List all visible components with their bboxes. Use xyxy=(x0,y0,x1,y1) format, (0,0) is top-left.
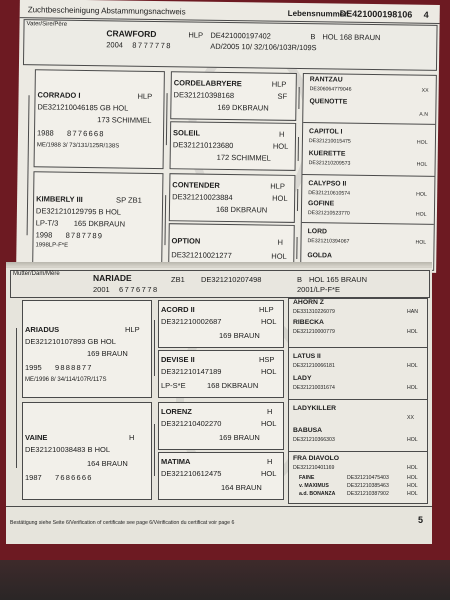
dg4-name-7: FRA DIAVOLO xyxy=(293,455,340,462)
ggs1-breed: HLP xyxy=(271,79,287,89)
dggs2-perf: LP-S*E xyxy=(161,381,186,390)
g4-name-8: GOLDA xyxy=(307,252,332,260)
faine-sire-reg: DE321210385463 xyxy=(347,483,389,489)
ggs1-reg: DE321210398168 xyxy=(173,90,235,101)
dggs1-size: 169 BRAUN xyxy=(219,331,260,340)
ggs-box-2 xyxy=(170,121,297,171)
g4-tag-3: HOL xyxy=(416,139,428,146)
sire-box xyxy=(23,19,438,71)
g4-reg-3: DE321210015475 xyxy=(308,138,351,145)
sire-code: 8777778 xyxy=(132,40,173,51)
dgs2-code: 7686666 xyxy=(55,473,93,482)
faine-tag: HOL xyxy=(407,475,418,481)
sire-perf: AD/2005 10/ 32/106/103R/109S xyxy=(210,41,317,53)
dggs2-reg: DE321210147189 xyxy=(161,367,222,376)
connector xyxy=(16,328,17,468)
dggs4-size: 164 BRAUN xyxy=(221,483,262,492)
dg4-tag-6: HOL xyxy=(407,437,418,443)
grandsire-box-2 xyxy=(32,171,163,267)
divider xyxy=(289,347,427,348)
gs1-name: CORRADO I xyxy=(37,90,81,100)
vater-label: Vater/Sire/Père xyxy=(26,21,68,28)
gs2-year: 1998 xyxy=(35,230,53,240)
grandsire-box-1 xyxy=(34,69,165,169)
ggs3-hol: HOL xyxy=(272,193,288,203)
table-shadow xyxy=(0,560,450,600)
sire-studbook: HOL 168 BRAUN xyxy=(322,32,381,43)
faine-reg: DE321210475403 xyxy=(347,475,389,481)
sire-reg: DE421000197402 xyxy=(210,30,271,41)
ggs1-sf: SF xyxy=(277,91,288,101)
ggs-box-3 xyxy=(169,173,296,223)
gs1-reg: DE321210046185 GB HOL xyxy=(37,102,129,113)
g4-tag-4: HOL xyxy=(416,161,428,168)
g4-reg-6: DE321210523770 xyxy=(307,210,350,217)
dam-perf: 2001/LP-F*E xyxy=(297,285,340,294)
ggs3-name: CONTENDER xyxy=(172,180,220,190)
dgs1-size: 169 BRAUN xyxy=(87,349,128,358)
dggs2-breed: HSP xyxy=(259,355,275,364)
dgs1-code: 9888877 xyxy=(55,363,93,372)
connector xyxy=(27,95,30,235)
dgs1-perf: ME/1996 8/ 34/114/107R/117S xyxy=(25,377,107,383)
dg4-tag-7: HOL xyxy=(407,465,418,471)
connector xyxy=(166,93,168,145)
ggs2-hol: HOL xyxy=(272,141,289,151)
dg4-reg-3: DE321210066181 xyxy=(293,363,335,369)
dggs1-reg: DE321210002687 xyxy=(161,317,222,326)
dggs3-reg: DE321210402270 xyxy=(161,419,222,428)
gs1-code: 8776668 xyxy=(66,128,105,139)
dg4-reg-2: DE321210000779 xyxy=(293,329,335,335)
g4-name-6: GOFINE xyxy=(308,200,335,208)
g4-tag-5: HOL xyxy=(416,191,427,198)
dg4-reg-7: DE321210401169 xyxy=(293,465,335,471)
dg4-name-4: LADY xyxy=(293,375,312,382)
ggs4-sex: H xyxy=(277,237,284,247)
g4-reg-5: DE321210610574 xyxy=(308,190,351,197)
dgs2-sex: H xyxy=(129,433,135,442)
ggs1-size: 169 DKBRAUN xyxy=(217,102,269,113)
dggs-box-4 xyxy=(158,452,284,500)
faine-dam: a.d. BONANZA xyxy=(299,491,336,497)
dggs3-name: LORENZ xyxy=(161,407,192,416)
dg4-reg-6: DE321210366303 xyxy=(293,437,335,443)
faine-dam-tag: HOL xyxy=(407,491,418,497)
dam-box xyxy=(10,270,430,298)
g4-name-2: QUENOTTE xyxy=(309,98,348,106)
faine-name: FAINE xyxy=(299,475,315,481)
g4-name-4: KUERETTE xyxy=(308,150,346,158)
dam-code: 6776778 xyxy=(119,285,159,294)
dgs1-breed: HLP xyxy=(125,325,140,334)
ggs1-name: CORDELABRYERE xyxy=(173,78,242,89)
dam-reg: DE321210207498 xyxy=(201,275,262,284)
gs1-perf: ME/1988 3/ 73/131/125R/138S xyxy=(36,142,120,150)
dg4-tag-1: HAN xyxy=(407,309,418,315)
ggs2-name: SOLEIL xyxy=(172,128,201,138)
dg4-tag-3: HOL xyxy=(407,363,418,369)
dg4-name-5: LADYKILLER xyxy=(293,405,337,412)
dgs1-reg: DE321210107893 GB HOL xyxy=(25,337,116,346)
divider xyxy=(302,222,434,225)
dggs1-hol: HOL xyxy=(261,317,277,326)
faine-dam-reg: DE321210387902 xyxy=(347,491,389,497)
connector xyxy=(164,195,166,245)
page-header-title: Zuchtbescheinigung Abstammungsnachweis xyxy=(27,5,186,17)
dam-year: 2001 xyxy=(93,285,110,294)
g4-name-3: CAPITOL I xyxy=(309,128,343,136)
faine-sire-tag: HOL xyxy=(407,483,418,489)
g4-reg-7: DE321210394067 xyxy=(307,238,350,245)
faine-sire: v. MAXIMUS xyxy=(299,483,329,489)
g4-reg-1: DE306064779046 xyxy=(309,86,352,93)
footer-verification-note: Bestätigung siehe Seite 6/Verification of certificate see page 6/Vérification du certificat voir page 6 xyxy=(10,520,235,526)
dg4-tag-5: XX xyxy=(407,415,414,421)
gs2-name: KIMBERLY III xyxy=(36,194,83,204)
lebensnummer-value: DE421000198106 xyxy=(339,8,413,20)
dg4-tag-2: HOL xyxy=(407,329,418,335)
dggs4-name: MATIMA xyxy=(161,457,191,466)
ggs3-breed: HLP xyxy=(270,181,285,191)
gs1-breed: HLP xyxy=(137,91,153,101)
page-number: 5 xyxy=(418,515,424,525)
gs2-reg: DE321210129795 B HOL xyxy=(35,206,122,217)
ggs-box-1 xyxy=(170,71,297,121)
dgs2-size: 164 BRAUN xyxy=(87,459,128,468)
dggs3-sex: H xyxy=(267,407,273,416)
dggs4-sex: H xyxy=(267,457,273,466)
g4-name-1: RANTZAU xyxy=(309,76,343,84)
dgs1-year: 1995 xyxy=(25,363,42,372)
dgs2-name: VAINE xyxy=(25,433,48,442)
gs1-year: 1988 xyxy=(36,128,54,138)
connector xyxy=(296,237,297,259)
dam-breed: ZB1 xyxy=(171,275,185,284)
dg4-reg-1: DE331310226079 xyxy=(293,309,335,315)
dgs1-name: ARIADUS xyxy=(25,325,60,334)
g4-name-5: CALYPSO II xyxy=(308,180,347,188)
g4-tag-7: HOL xyxy=(415,239,427,246)
gs2-size: 165 DKBRAUN xyxy=(73,218,126,229)
dggs1-breed: HLP xyxy=(259,305,274,314)
divider xyxy=(289,451,427,452)
dg4-name-6: BABUSA xyxy=(293,427,323,434)
sire-breed: HLP xyxy=(188,30,204,40)
ggs2-reg: DE321210123680 xyxy=(172,140,234,151)
sire-name: CRAWFORD xyxy=(106,28,157,39)
fourth-gen-column xyxy=(300,73,437,271)
ggs3-reg: DE321210023884 xyxy=(172,192,233,203)
g4-name-7: LORD xyxy=(307,228,327,236)
gs1-size: 173 SCHIMMEL xyxy=(97,115,152,125)
dg4-name-2: RIBECKA xyxy=(293,319,324,326)
dam-sex: B xyxy=(297,275,303,284)
page-number: 4 xyxy=(423,9,429,20)
connector xyxy=(154,424,155,476)
gs2-perf: LP-T/3 xyxy=(35,218,59,228)
g4-reg-4: DE321210209573 xyxy=(308,160,351,167)
dggs2-name: DEVISE II xyxy=(161,355,195,364)
ggs4-name: OPTION xyxy=(171,236,201,246)
dg4-reg-4: DE321210031674 xyxy=(293,385,335,391)
gs2-breed: SP ZB1 xyxy=(116,195,142,205)
sire-sex: B xyxy=(310,32,316,42)
gs2-code: 8787789 xyxy=(65,230,104,241)
dg4-name-1: AHORN Z xyxy=(293,299,324,306)
ggs4-reg: DE321210021277 xyxy=(171,250,232,261)
dam-name: NARIADE xyxy=(93,273,132,283)
dg4-tag-4: HOL xyxy=(407,385,418,391)
sire-year: 2004 xyxy=(106,40,124,50)
ggs3-size: 168 DKBRAUN xyxy=(215,204,268,215)
g4-tag-6: HOL xyxy=(415,211,427,218)
ggs4-hol: HOL xyxy=(271,251,287,261)
connector xyxy=(297,189,298,211)
dggs-box-3 xyxy=(158,402,284,450)
mutter-label: Mutter/Dam/Mère xyxy=(13,271,60,277)
footer-rule xyxy=(6,506,432,507)
dam-grandsire-box-1 xyxy=(22,300,152,398)
dgs2-year: 1987 xyxy=(25,473,42,482)
dg4-name-3: LATUS II xyxy=(293,353,321,360)
dggs3-hol: HOL xyxy=(261,419,277,428)
dggs-box-2 xyxy=(158,350,284,398)
pedigree-page-dam xyxy=(6,268,432,544)
dggs4-reg: DE321210612475 xyxy=(161,469,222,478)
divider xyxy=(289,399,427,400)
divider xyxy=(302,174,434,177)
dggs2-size: 168 DKBRAUN xyxy=(207,381,259,390)
pedigree-page-sire xyxy=(16,0,440,273)
ggs2-size: 172 SCHIMMEL xyxy=(216,152,271,163)
dam-studbook: HOL 165 BRAUN xyxy=(309,275,368,284)
dggs2-hol: HOL xyxy=(261,367,277,376)
gs2-perf2: 1998LP-F*E xyxy=(35,242,69,249)
ggs2-sex: H xyxy=(278,129,285,139)
dggs-box-1 xyxy=(158,300,284,348)
divider xyxy=(303,122,435,125)
g4-tag-2: A.N xyxy=(419,111,429,118)
connector xyxy=(154,320,155,376)
dam-fourth-gen-column xyxy=(288,298,428,504)
dggs4-hol: HOL xyxy=(261,469,277,478)
g4-tag-1: XX xyxy=(421,87,429,94)
lebensnummer-label: Lebensnummer: xyxy=(287,8,351,19)
dggs1-name: ACORD II xyxy=(161,305,195,314)
dgs2-reg: DE321210038483 B HOL xyxy=(25,445,111,454)
dam-grandsire-box-2 xyxy=(22,402,152,500)
dggs3-size: 169 BRAUN xyxy=(219,433,260,442)
